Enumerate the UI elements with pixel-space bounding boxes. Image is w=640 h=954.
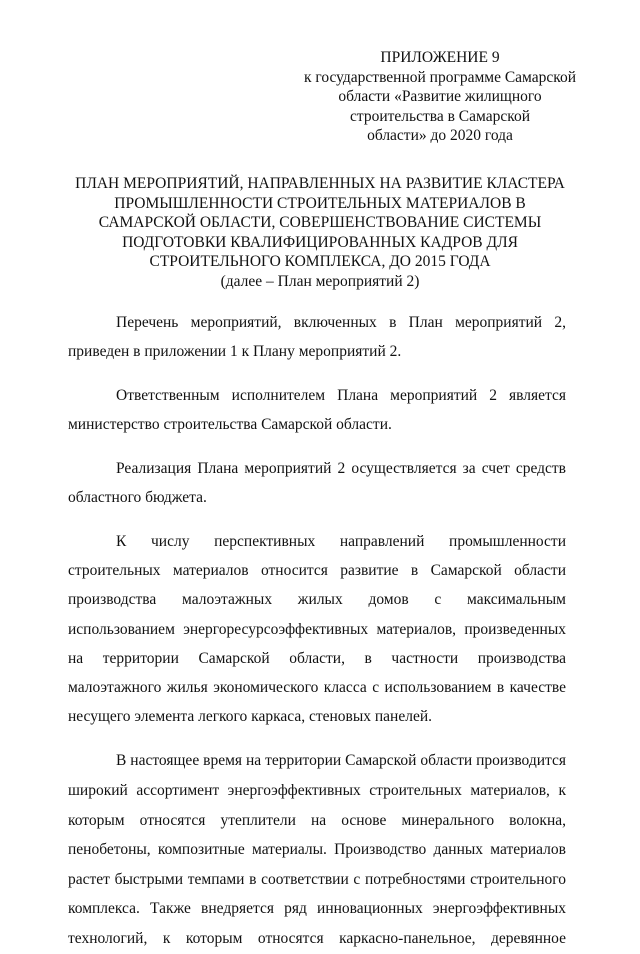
document-heading [60,174,580,291]
paragraph-funding: Реализация Плана мероприятий 2 осуществляется за счет средств областного бюджета. [68,460,566,506]
heading-subtitle: (далее – План мероприятий 2) [220,272,420,290]
heading-line: СТРОИТЕЛЬНОГО КОМПЛЕКСА, ДО 2015 ГОДА [149,253,491,270]
heading-line: САМАРСКОЙ ОБЛАСТИ, СОВЕРШЕНСТВОВАНИЕ СИСТЕМЫ [98,214,542,231]
heading-line: ПЛАН МЕРОПРИЯТИЙ, НАПРАВЛЕННЫХ НА РАЗВИТИЕ КЛАСТЕРА [75,175,565,192]
paragraph-current-production: В настоящее время на территории Самарской области производится широкий ассортимент энергоэффективных строительных материалов, к которым относятся утеплители на основе минерального волокна, пенобетоны, композитные материалы. Производство данных материалов растет быстрыми темпами в соответствии с потребностями строительного комплекса. Также внедряется ряд инновационных энергоэффективных технологий, к которым относятся каркасно-панельное, деревянное [68,752,566,947]
heading-line: ПРОМЫШЛЕННОСТИ СТРОИТЕЛЬНЫХ МАТЕРИАЛОВ В [114,194,526,212]
appendix-header [300,48,580,146]
appendix-line: к государственной программе Самарской [303,68,577,86]
appendix-title: ПРИЛОЖЕНИЕ 9 [380,49,500,66]
appendix-line: области «Развитие жилищного [338,88,542,105]
heading-line: ПОДГОТОВКИ КВАЛИФИЦИРОВАННЫХ КАДРОВ ДЛЯ [122,233,518,251]
appendix-line: строительства в Самарской [349,107,531,125]
paragraph-responsible-executor: Ответственным исполнителем Плана мероприятий 2 является министерство строительства Самарской области. [68,387,566,433]
paragraph-list-of-measures: Перечень мероприятий, включенных в План мероприятий 2, приведен в приложении 1 к Плану мероприятий 2. [68,314,566,360]
paragraph-perspective-directions: К числу перспективных направлений промышленности строительных материалов относится развитие в Самарской области производства малоэтажных жилых домов с максимальным использованием энергоресурсоэффективных материалов, произведенных на территории Самарской области, в частности производства малоэтажного жилья экономического класса с использованием в качестве несущего элемента легкого каркаса, стеновых панелей. [68,533,566,726]
document-body [68,308,566,954]
appendix-line: области» до 2020 года [367,127,513,144]
